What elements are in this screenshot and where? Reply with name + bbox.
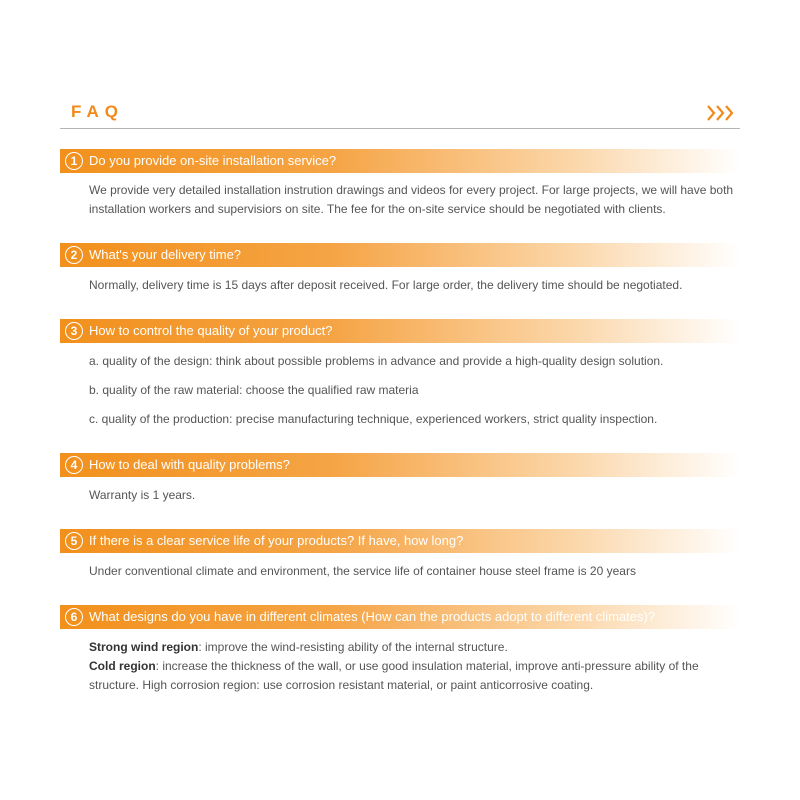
cold-region-text: : increase the thickness of the wall, or use good insulation material, improve anti-pressure ability of the structure. High corrosion region: use corrosion resistant material, or paint anticorrosive coating. [89, 659, 699, 692]
faq-question: What designs do you have in different climates (How can the products adopt to different climates)? [89, 609, 656, 624]
strong-wind-label: Strong wind region [89, 640, 199, 654]
faq-question: If there is a clear service life of your products? If have, how long? [89, 533, 464, 548]
faq-question-bar[interactable] [60, 605, 740, 629]
number-circle-icon: 4 [65, 456, 83, 474]
number-circle-icon: 1 [65, 152, 83, 170]
chevron-right-triple-icon [706, 103, 736, 123]
strong-wind-text: : improve the wind-resisting ability of the internal structure. [198, 640, 508, 654]
number-circle-icon: 6 [65, 608, 83, 626]
faq-answer [89, 638, 741, 695]
faq-question: How to control the quality of your product? [89, 323, 333, 338]
faq-answer: We provide very detailed installation instrution drawings and videos for every project. For large projects, we will have both installation workers and supervisiors on site. The fee for the on-site service should be negotiated with clients. [89, 183, 734, 216]
faq-question-bar[interactable] [60, 243, 740, 267]
faq-question: What's your delivery time? [89, 247, 242, 262]
faq-question-bar[interactable] [60, 149, 740, 173]
faq-header [60, 98, 740, 129]
number-circle-icon: 3 [65, 322, 83, 340]
faq-title: FAQ [71, 102, 124, 121]
faq-question-bar[interactable] [60, 319, 740, 343]
faq-answer: Normally, delivery time is 15 days after deposit received. For large order, the delivery time should be negotiated. [89, 278, 683, 292]
number-circle-icon: 2 [65, 246, 83, 264]
faq-answer: c. quality of the production: precise manufacturing technique, experienced workers, strict quality inspection. [89, 412, 658, 426]
number-circle-icon: 5 [65, 532, 83, 550]
faq-question: Do you provide on-site installation service? [89, 153, 337, 168]
faq-answer: b. quality of the raw material: choose the qualified raw materia [89, 383, 419, 397]
cold-region-label: Cold region [89, 659, 156, 673]
faq-answer: Warranty is 1 years. [89, 488, 196, 502]
faq-question-bar[interactable] [60, 453, 740, 477]
faq-question-bar[interactable] [60, 529, 740, 553]
faq-answer: Under conventional climate and environment, the service life of container house steel frame is 20 years [89, 564, 636, 578]
faq-answer: a. quality of the design: think about possible problems in advance and provide a high-quality design solution. [89, 354, 664, 368]
faq-question: How to deal with quality problems? [89, 457, 290, 472]
